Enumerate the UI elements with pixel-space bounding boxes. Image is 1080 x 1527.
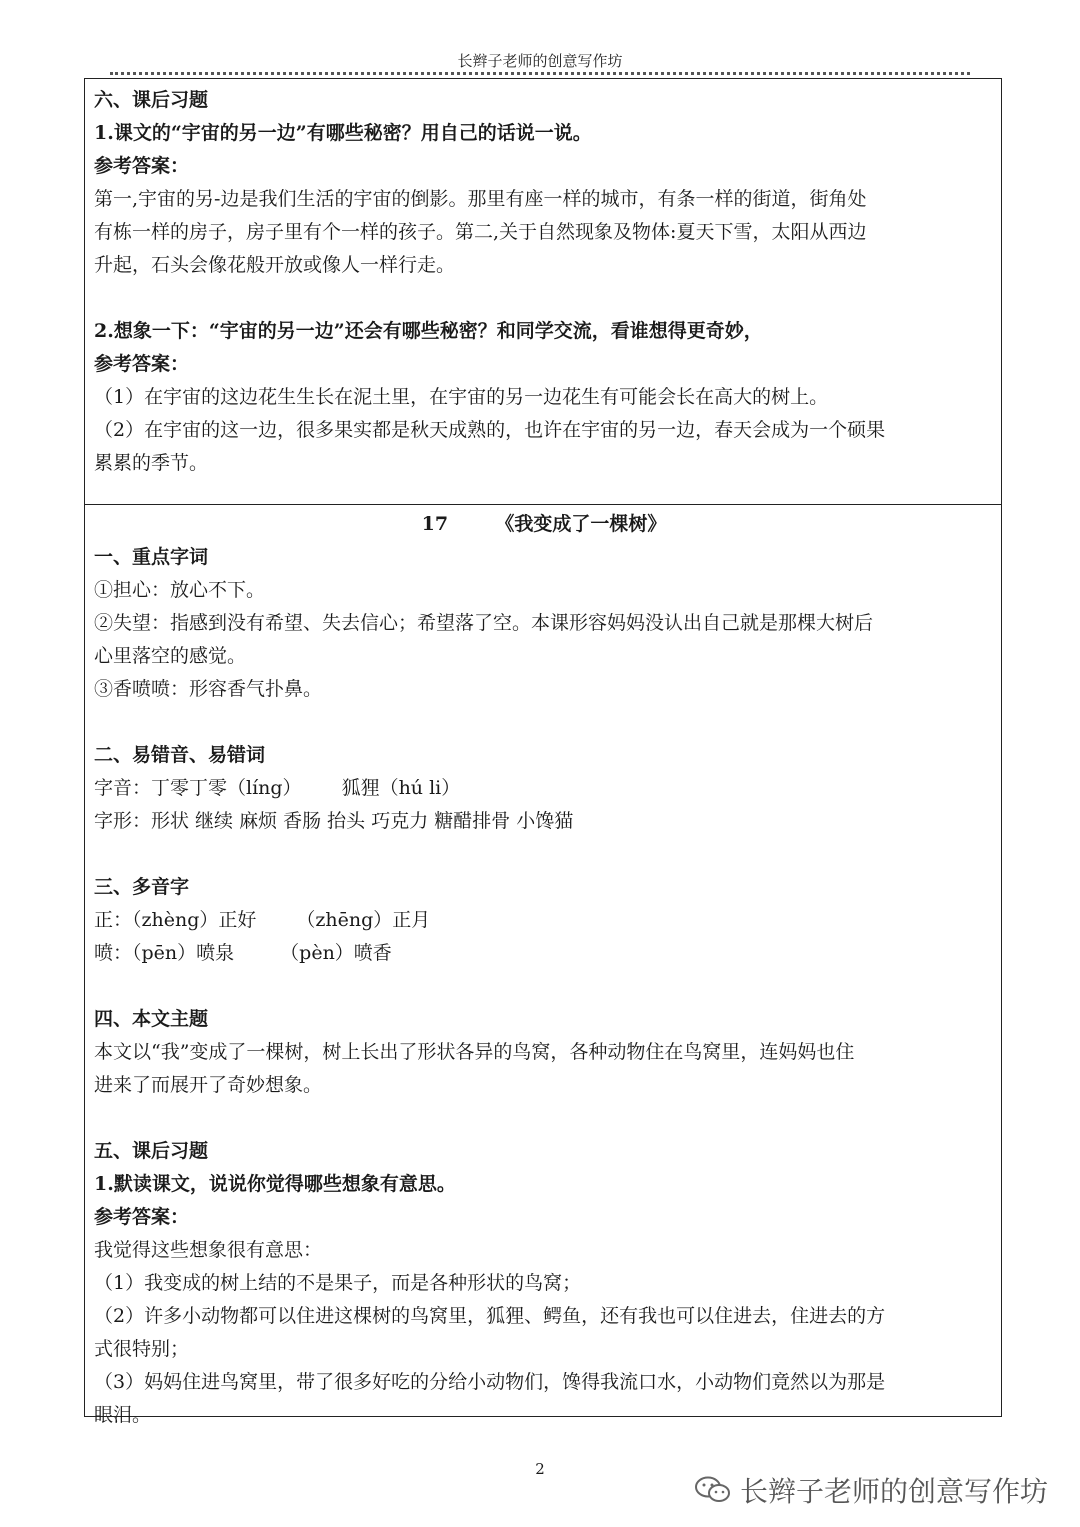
lesson-title: 《我变成了一棵树》 xyxy=(495,513,667,535)
answer-line: （1）我变成的树上结的不是果子，而是各种形状的鸟窝； xyxy=(94,1272,582,1294)
polyphone-item: （zhēng）正月 xyxy=(296,909,431,931)
answer-line: （2）许多小动物都可以住进这棵树的鸟窝里，狐狸、鳄鱼，还有我也可以住进去，住进去的方 xyxy=(94,1305,886,1327)
answer-label: 参考答案： xyxy=(94,155,190,177)
polyphone-item: 正：（zhèng）正好 xyxy=(94,909,257,931)
answer-line: （1）在宇宙的这边花生生长在泥土里，在宇宙的另一边花生有可能会长在高大的树上。 xyxy=(94,386,829,408)
table-row-divider xyxy=(84,504,1002,505)
answer-line: 眼泪。 xyxy=(94,1404,152,1426)
part-heading: 一、重点字词 xyxy=(94,546,209,568)
page-number: 2 xyxy=(535,1460,545,1478)
part-heading: 四、本文主题 xyxy=(94,1008,209,1030)
polyphone-item: 喷：（pēn）喷泉 xyxy=(94,942,235,964)
theme-line: 本文以“我”变成了一棵树，树上长出了形状各异的鸟窝，各种动物住在鸟窝里，连妈妈也住 xyxy=(94,1041,855,1063)
polyphone-line xyxy=(94,904,994,937)
answer-line: 累累的季节。 xyxy=(94,452,209,474)
question-1: 1.课文的“宇宙的另一边”有哪些秘密？用自己的话说一说。 xyxy=(94,122,592,144)
answer-line: 式很特别； xyxy=(94,1338,190,1360)
lesson-title-line xyxy=(94,508,994,541)
character-form-line: 字形：形状 继续 麻烦 香肠 抬头 巧克力 糖醋排骨 小馋猫 xyxy=(94,810,574,832)
answer-line: （2）在宇宙的这一边，很多果实都是秋天成熟的，也许在宇宙的另一边，春天会成为一个硕果 xyxy=(94,419,886,441)
vocab-line: 心里落空的感觉。 xyxy=(94,645,247,667)
wechat-watermark xyxy=(694,1470,1048,1510)
answer-line: 升起，石头会像花般开放或像人一样行走。 xyxy=(94,254,456,276)
part-heading: 五、课后习题 xyxy=(94,1140,209,1162)
vocab-line: ①担心：放心不下。 xyxy=(94,579,266,601)
lesson-17-section xyxy=(94,508,994,1432)
answer-label: 参考答案： xyxy=(94,353,190,375)
part-heading: 二、易错音、易错词 xyxy=(94,744,266,766)
question-2: 2.想象一下：“宇宙的另一边”还会有哪些秘密？和同学交流，看谁想得更奇妙， xyxy=(94,320,763,342)
answer-line: （3）妈妈住进鸟窝里，带了很多好吃的分给小动物们，馋得我流口水，小动物们竟然以为那是 xyxy=(94,1371,886,1393)
answer-line: 我觉得这些想象很有意思： xyxy=(94,1239,323,1261)
answer-line: 有栋一样的房子，房子里有个一样的孩子。第二,关于自然现象及物体:夏天下雪，太阳从西边 xyxy=(94,221,867,243)
watermark-text: 长辫子老师的创意写作坊 xyxy=(739,1475,1048,1508)
answer-line: 第一,宇宙的另-边是我们生活的宇宙的倒影。那里有座一样的城市，有条一样的街道，街角处 xyxy=(94,188,867,210)
wechat-icon xyxy=(694,1475,732,1505)
header-dotted-rule xyxy=(110,72,970,75)
vocab-line: ②失望：指感到没有希望、失去信心；希望落了空。本课形容妈妈没认出自己就是那棵大树后 xyxy=(94,612,874,634)
theme-line: 进来了而展开了奇妙想象。 xyxy=(94,1074,323,1096)
answer-label: 参考答案： xyxy=(94,1206,190,1228)
page-header-title: 长辫子老师的创意写作坊 xyxy=(457,52,623,70)
vocab-line: ③香喷喷：形容香气扑鼻。 xyxy=(94,678,323,700)
part-heading: 三、多音字 xyxy=(94,876,190,898)
exercise-question: 1.默读课文，说说你觉得哪些想象有意思。 xyxy=(94,1173,456,1195)
polyphone-item: （pèn）喷香 xyxy=(280,942,392,964)
lesson-number: 17 xyxy=(421,513,449,535)
pronunciation-line xyxy=(94,772,994,805)
section-after-class-exercises xyxy=(94,84,994,480)
polyphone-line xyxy=(94,937,994,970)
pronunciation-item: 字音：丁零丁零（líng） xyxy=(94,777,302,799)
pronunciation-item: 狐狸（hú li） xyxy=(341,777,461,799)
section-heading: 六、课后习题 xyxy=(94,89,209,111)
